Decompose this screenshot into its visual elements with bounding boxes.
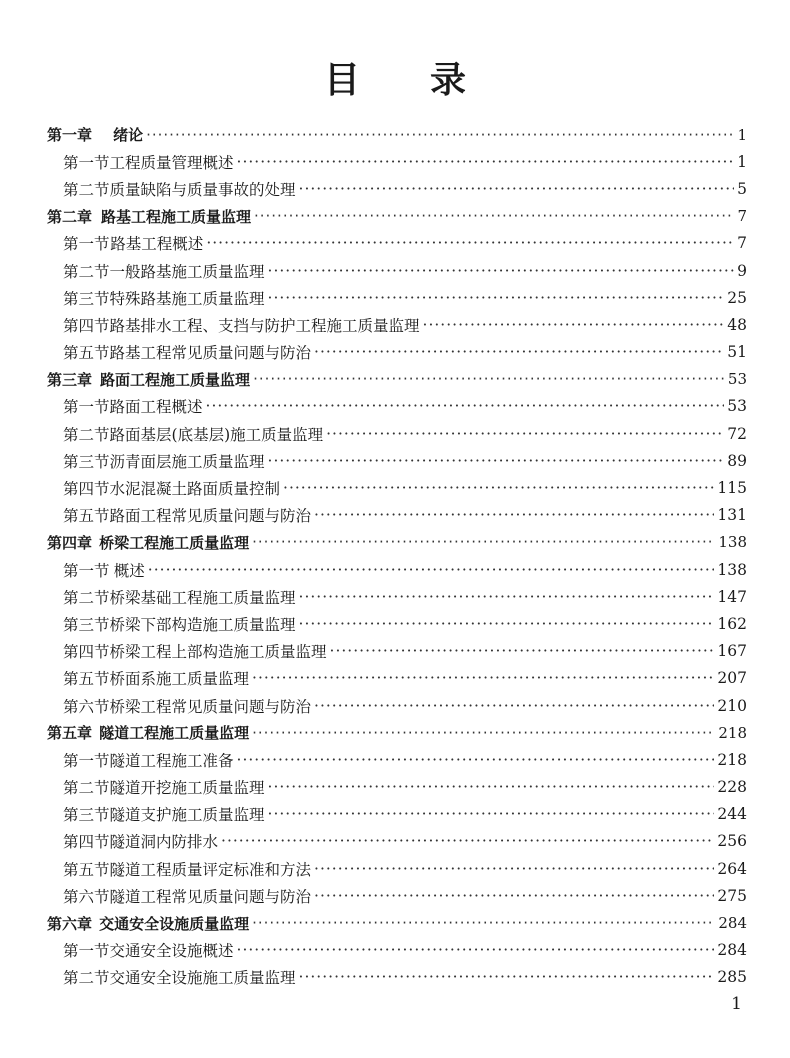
toc-entry-number: 第五章 xyxy=(47,724,93,743)
toc-entry-number: 第一节 xyxy=(63,942,110,961)
dot-leader xyxy=(221,832,714,850)
dot-leader xyxy=(146,126,734,144)
toc-section-entry[interactable] xyxy=(47,311,747,338)
dot-leader xyxy=(314,887,714,905)
footer-page-number: 1 xyxy=(731,994,742,1014)
dot-leader xyxy=(314,697,714,715)
toc-entry-title: 路基排水工程、支挡与防护工程施工质量监理 xyxy=(109,316,420,335)
toc-entry-number: 第一章 xyxy=(47,126,93,145)
toc-chapter-entry[interactable] xyxy=(47,203,747,230)
toc-entry-title: 绪论 xyxy=(113,126,144,145)
toc-entry-title: 隧道洞内防排水 xyxy=(109,833,219,852)
toc-section-entry[interactable] xyxy=(47,638,747,665)
toc-entry-number: 第二节 xyxy=(63,588,110,607)
toc-entry-page: 1 xyxy=(737,152,747,171)
dot-leader xyxy=(237,751,715,769)
toc-entry-number: 第一节 xyxy=(63,751,110,770)
toc-entry-title: 桥梁工程常见质量问题与防治 xyxy=(109,697,312,716)
dot-leader xyxy=(206,397,725,415)
dot-leader xyxy=(314,860,714,878)
toc-entry-page: 7 xyxy=(737,234,747,253)
toc-entry-page: 7 xyxy=(737,207,747,226)
toc-entry-page: 210 xyxy=(717,696,747,715)
toc-section-entry[interactable] xyxy=(47,339,747,366)
toc-entry-title: 桥梁基础工程施工质量监理 xyxy=(109,588,296,607)
toc-entry-title: 桥面系施工质量监理 xyxy=(109,670,250,689)
toc-entry-title: 沥青面层施工质量监理 xyxy=(109,452,265,471)
dot-leader xyxy=(299,968,715,986)
toc-entry-title: 水泥混凝土路面质量控制 xyxy=(109,480,281,499)
dot-leader xyxy=(237,941,715,959)
dot-leader xyxy=(252,724,715,742)
toc-section-entry[interactable] xyxy=(47,665,747,692)
toc-entry-number: 第一节 xyxy=(63,235,110,254)
toc-entry-number: 第一节 xyxy=(63,398,110,417)
toc-entry-page: 115 xyxy=(717,479,747,498)
dot-leader xyxy=(299,588,715,606)
dot-leader xyxy=(268,805,715,823)
toc-entry-page: 244 xyxy=(717,805,747,824)
toc-entry-number: 第六节 xyxy=(63,887,110,906)
toc-section-entry[interactable] xyxy=(47,175,747,202)
toc-entry-page: 25 xyxy=(727,288,747,307)
toc-entry-page: 53 xyxy=(727,397,747,416)
dot-leader xyxy=(268,778,715,796)
toc-section-entry[interactable] xyxy=(47,502,747,529)
toc-entry-number: 第五节 xyxy=(63,344,110,363)
toc-section-entry[interactable] xyxy=(47,583,747,610)
toc-section-entry[interactable] xyxy=(47,257,747,284)
toc-section-entry[interactable] xyxy=(47,801,747,828)
dot-leader xyxy=(206,234,734,252)
toc-entry-page: 256 xyxy=(717,832,747,851)
toc-entry-page: 138 xyxy=(717,560,747,579)
toc-entry-page: 51 xyxy=(727,343,747,362)
toc-entry-page: 1 xyxy=(737,125,747,144)
toc-entry-title: 概述 xyxy=(113,561,145,580)
dot-leader xyxy=(268,289,725,307)
toc-chapter-entry[interactable] xyxy=(47,719,747,746)
title-char-2: 录 xyxy=(430,59,467,101)
toc-entry-number: 第二章 xyxy=(47,207,93,226)
toc-entry-title: 交通安全设施概述 xyxy=(109,942,234,961)
toc-entry-page: 138 xyxy=(718,533,747,552)
toc-entry-number: 第二节 xyxy=(63,262,110,281)
dot-leader xyxy=(283,479,714,497)
page-title xyxy=(0,52,790,103)
toc-section-entry[interactable] xyxy=(47,855,747,882)
toc-entry-title: 特殊路基施工质量监理 xyxy=(109,289,265,308)
toc-entry-number: 第六节 xyxy=(63,697,110,716)
toc-entry-title: 路基工程概述 xyxy=(110,235,204,254)
dot-leader xyxy=(148,561,715,579)
toc-entry-number: 第四节 xyxy=(63,643,110,662)
toc-entry-title: 路面工程概述 xyxy=(109,398,203,417)
toc-entry-page: 131 xyxy=(717,506,747,525)
toc-entry-title: 隧道开挖施工质量监理 xyxy=(109,779,265,798)
toc-entry-number: 第四节 xyxy=(63,316,110,335)
toc-entry-number: 第五节 xyxy=(63,860,110,879)
toc-entry-number: 第三节 xyxy=(63,289,110,308)
toc-chapter-entry[interactable] xyxy=(47,121,747,148)
toc-entry-page: 5 xyxy=(737,179,747,198)
toc-entry-number: 第四节 xyxy=(63,480,110,499)
toc-entry-page: 284 xyxy=(717,941,747,960)
toc-chapter-entry[interactable] xyxy=(47,366,747,393)
toc-entry-title: 隧道工程质量评定标准和方法 xyxy=(109,860,312,879)
toc-entry-number: 第二节 xyxy=(63,779,110,798)
dot-leader xyxy=(314,343,724,361)
toc-entry-title: 路基工程常见质量问题与防治 xyxy=(109,344,312,363)
toc-section-entry[interactable] xyxy=(47,774,747,801)
toc-section-entry[interactable] xyxy=(47,420,747,447)
toc-section-entry[interactable] xyxy=(47,937,747,964)
dot-leader xyxy=(299,615,715,633)
toc-section-entry[interactable] xyxy=(47,882,747,909)
toc-section-entry[interactable] xyxy=(47,746,747,773)
toc-entry-number: 第一节 xyxy=(63,153,110,172)
toc-entry-title: 交通安全设施质量监理 xyxy=(99,914,250,933)
dot-leader xyxy=(252,914,715,932)
toc-entry-title: 质量缺陷与质量事故的处理 xyxy=(109,180,296,199)
toc-entry-page: 72 xyxy=(727,424,747,443)
dot-leader xyxy=(423,316,725,334)
dot-leader xyxy=(330,642,715,660)
toc-entry-page: 89 xyxy=(727,451,747,470)
toc-entry-number: 第二节 xyxy=(63,969,110,988)
toc-entry-title: 桥梁工程施工质量监理 xyxy=(99,533,250,552)
toc-entry-page: 285 xyxy=(717,968,747,987)
toc-section-entry[interactable] xyxy=(47,447,747,474)
dot-leader xyxy=(237,153,734,171)
toc-chapter-entry[interactable] xyxy=(47,529,747,556)
toc-section-entry[interactable] xyxy=(47,230,747,257)
toc-entry-page: 147 xyxy=(717,587,747,606)
toc-entry-title: 隧道工程施工准备 xyxy=(109,751,234,770)
toc-entry-title: 路面工程施工质量监理 xyxy=(100,370,251,389)
toc-entry-number: 第三章 xyxy=(47,370,93,389)
toc-entry-number: 第一节 xyxy=(63,561,110,580)
toc-chapter-entry[interactable] xyxy=(47,909,747,936)
toc-section-entry[interactable] xyxy=(47,284,747,311)
dot-leader xyxy=(252,533,715,551)
toc-entry-page: 167 xyxy=(717,642,747,661)
toc-entry-title: 隧道工程施工质量监理 xyxy=(99,724,250,743)
toc-entry-page: 275 xyxy=(717,886,747,905)
toc-section-entry[interactable] xyxy=(47,964,747,991)
toc-entry-title: 桥梁工程上部构造施工质量监理 xyxy=(109,643,327,662)
toc-entry-page: 228 xyxy=(717,778,747,797)
toc-entry-number: 第四章 xyxy=(47,533,93,552)
toc-entry-page: 207 xyxy=(717,669,747,688)
toc-entry-title: 一般路基施工质量监理 xyxy=(109,262,265,281)
dot-leader xyxy=(252,669,714,687)
toc-entry-number: 第二节 xyxy=(63,425,110,444)
dot-leader xyxy=(268,262,734,280)
toc-section-entry[interactable] xyxy=(47,692,747,719)
toc-entry-page: 218 xyxy=(718,723,747,742)
toc-entry-title: 路基工程施工质量监理 xyxy=(100,207,251,226)
toc-entry-title: 路面基层(底基层)施工质量监理 xyxy=(109,425,324,444)
toc-section-entry[interactable] xyxy=(47,393,747,420)
toc-section-entry[interactable] xyxy=(47,474,747,501)
table-of-contents xyxy=(47,121,747,991)
toc-entry-number: 第五节 xyxy=(63,507,110,526)
toc-entry-title: 隧道工程常见质量问题与防治 xyxy=(109,887,312,906)
toc-entry-number: 第三节 xyxy=(63,615,110,634)
toc-entry-number: 第三节 xyxy=(63,452,110,471)
toc-entry-title: 工程质量管理概述 xyxy=(109,153,234,172)
toc-entry-title: 隧道支护施工质量监理 xyxy=(109,806,265,825)
toc-entry-page: 264 xyxy=(717,859,747,878)
toc-section-entry[interactable] xyxy=(47,148,747,175)
toc-entry-number: 第三节 xyxy=(63,806,110,825)
toc-section-entry[interactable] xyxy=(47,828,747,855)
dot-leader xyxy=(326,425,724,443)
toc-entry-page: 9 xyxy=(737,261,747,280)
toc-entry-title: 路面工程常见质量问题与防治 xyxy=(109,507,312,526)
dot-leader xyxy=(268,452,725,470)
toc-entry-title: 交通安全设施施工质量监理 xyxy=(109,969,296,988)
dot-leader xyxy=(314,506,714,524)
toc-entry-page: 218 xyxy=(717,750,747,769)
toc-entry-page: 53 xyxy=(727,370,747,389)
toc-entry-title: 桥梁下部构造施工质量监理 xyxy=(109,615,296,634)
toc-entry-page: 48 xyxy=(727,315,747,334)
dot-leader xyxy=(299,180,734,198)
toc-section-entry[interactable] xyxy=(47,610,747,637)
toc-entry-number: 第五节 xyxy=(63,670,110,689)
toc-entry-page: 284 xyxy=(718,914,747,933)
toc-entry-number: 第二节 xyxy=(63,180,110,199)
toc-section-entry[interactable] xyxy=(47,556,747,583)
dot-leader xyxy=(253,370,725,388)
toc-entry-number: 第四节 xyxy=(63,833,110,852)
dot-leader xyxy=(254,207,734,225)
title-char-1: 目 xyxy=(323,59,360,101)
toc-entry-page: 162 xyxy=(717,614,747,633)
toc-entry-number: 第六章 xyxy=(47,914,93,933)
